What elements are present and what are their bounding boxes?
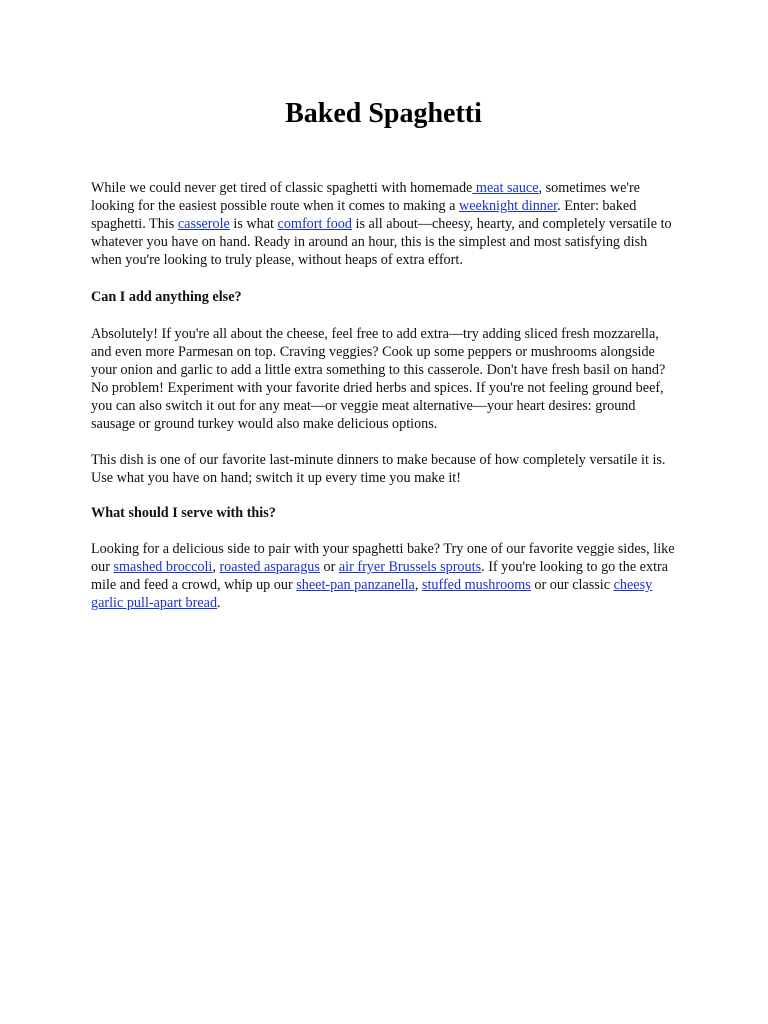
link-weeknight-dinner[interactable]: weeknight dinner bbox=[459, 198, 558, 214]
intro-text-4: is what bbox=[229, 216, 278, 232]
page-title: Baked Spaghetti bbox=[285, 98, 482, 129]
section-heading-serve: What should I serve with this? bbox=[91, 505, 276, 521]
versatile-paragraph: This dish is one of our favorite last-minute dinners to make because of how completely versatile it is. Use what you have on hand; switch it up every time you make it! bbox=[91, 452, 666, 486]
serve-text-7: . bbox=[217, 595, 221, 611]
intro-paragraph bbox=[91, 179, 676, 269]
serve-paragraph bbox=[91, 540, 676, 612]
add-paragraph: Absolutely! If you're all about the cheese, feel free to add extra—try adding sliced fresh mozzarella, and even more Parmesan on top. Craving veggies? Cook up some peppers or mushrooms alongside your onion and garlic to add a little extra something to this casserole. Don't have fresh basil on hand? No problem! Experiment with your favorite dried herbs and spices. If you're not feeling ground beef, you can also switch it out for any meat—or veggie meat alternative—your heart desires: ground sausage or ground turkey would also make delicious options. bbox=[91, 326, 666, 432]
serve-text-3: or bbox=[319, 559, 339, 575]
serve-text-6: or our classic bbox=[530, 577, 614, 593]
link-smashed-broccoli[interactable]: smashed broccoli bbox=[113, 559, 213, 575]
section-heading-add: Can I add anything else? bbox=[91, 289, 242, 305]
link-air-fryer-brussels-sprouts[interactable]: air fryer Brussels sprouts bbox=[338, 559, 482, 575]
link-cheesy-garlic-bread[interactable]: cheesy garlic pull-apart bread bbox=[91, 577, 653, 611]
link-roasted-asparagus[interactable]: roasted asparagus bbox=[219, 559, 320, 575]
intro-text-2: , sometimes we're looking for the easiest possible route when it comes to making a bbox=[91, 180, 640, 214]
serve-text-4: . If you're looking to go the extra mile and feed a crowd, whip up our bbox=[91, 559, 669, 593]
intro-text-3: . Enter: baked spaghetti. This bbox=[91, 198, 637, 232]
link-casserole[interactable]: casserole bbox=[177, 216, 230, 232]
link-sheet-pan-panzanella[interactable]: sheet-pan panzanella bbox=[296, 577, 415, 593]
serve-text-5: , bbox=[414, 577, 422, 593]
intro-text-5: is all about—cheesy, hearty, and completely versatile to whatever you have on hand. Ready in around an hour, this is the simplest and most satisfying dish when you're looking to truly please, without heaps of extra effort. bbox=[91, 216, 672, 268]
serve-text-1: Looking for a delicious side to pair with your spaghetti bake? Try one of our favorite veggie sides, like our bbox=[91, 541, 675, 575]
serve-text-2: , bbox=[212, 559, 220, 575]
link-meat-sauce[interactable]: meat sauce bbox=[472, 180, 539, 196]
intro-text-1: While we could never get tired of classic spaghetti with homemade bbox=[91, 180, 473, 196]
link-stuffed-mushrooms[interactable]: stuffed mushrooms bbox=[421, 577, 531, 593]
link-comfort-food[interactable]: comfort food bbox=[277, 216, 352, 232]
